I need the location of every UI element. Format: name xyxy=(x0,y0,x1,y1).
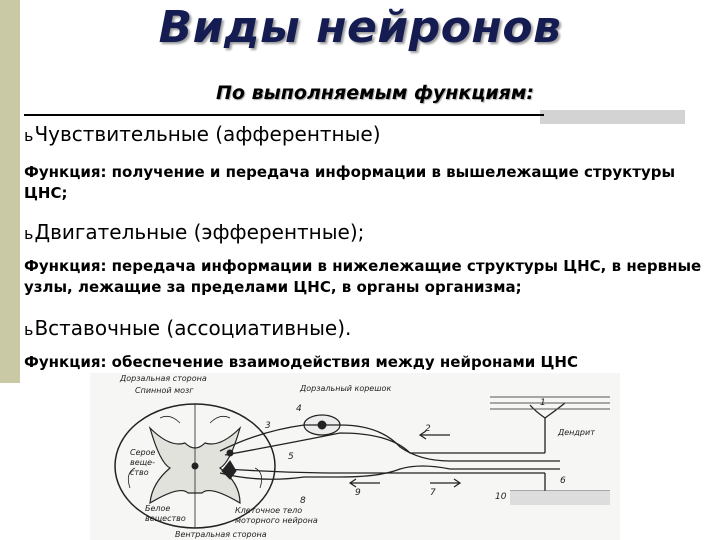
number-label: 4 xyxy=(296,404,302,414)
number-label: 9 xyxy=(355,488,361,498)
number-label: 7 xyxy=(430,488,436,498)
label-gray-matter-1: Серое xyxy=(130,448,156,457)
label-gray-matter-2: веще- xyxy=(130,458,155,467)
label-white-matter-1: Белое xyxy=(145,504,171,513)
decorative-sidebar xyxy=(0,0,20,383)
label-cell-body-1: Клеточное тело xyxy=(235,506,303,515)
label-spinal-cord: Спинной мозг xyxy=(135,386,194,395)
label-dorsal-root: Дорзальный корешок xyxy=(300,384,392,393)
bullet-icon: ь xyxy=(24,224,34,243)
number-label: 8 xyxy=(300,496,306,506)
label-dendrite: Дендрит xyxy=(558,428,595,437)
label-dorsal-side: Дорзальная сторона xyxy=(120,374,207,383)
number-label: 10 xyxy=(495,492,507,502)
section-function-motor: Функция: передача информации в нижележащие структуры ЦНС, в нервные узлы, лежащие за пределами ЦНС, в органы организма; xyxy=(24,257,702,296)
section-heading-sensory xyxy=(24,122,381,146)
page-title: Виды нейронов xyxy=(158,2,562,53)
number-label: 6 xyxy=(560,476,566,486)
heading-text: Чувствительные (афферентные) xyxy=(34,122,381,146)
page-subtitle: По выполняемым функциям: xyxy=(216,82,534,104)
heading-text: Двигательные (эфферентные); xyxy=(34,220,365,244)
number-label: 3 xyxy=(265,421,271,431)
number-label: 5 xyxy=(288,452,294,462)
number-label: 2 xyxy=(425,424,431,434)
divider-rule xyxy=(24,114,544,116)
label-ventral-side: Вентральная сторона xyxy=(175,530,267,539)
label-cell-body-2: моторного нейрона xyxy=(235,516,318,525)
section-heading-interneuron xyxy=(24,316,351,340)
heading-text: Вставочные (ассоциативные). xyxy=(34,316,352,340)
rule-accent xyxy=(540,110,685,124)
section-heading-motor xyxy=(24,220,364,244)
section-function-interneuron: Функция: обеспечение взаимодействия между нейронами ЦНС xyxy=(24,353,578,371)
reflex-arc-diagram xyxy=(90,373,620,540)
bullet-icon: ь xyxy=(24,126,34,145)
bullet-icon: ь xyxy=(24,320,34,339)
section-function-sensory: Функция: получение и передача информации в вышележащие структуры ЦНС; xyxy=(24,163,676,202)
label-gray-matter-3: ство xyxy=(130,468,149,477)
number-label: 1 xyxy=(540,398,546,408)
label-white-matter-2: вещество xyxy=(145,514,186,523)
